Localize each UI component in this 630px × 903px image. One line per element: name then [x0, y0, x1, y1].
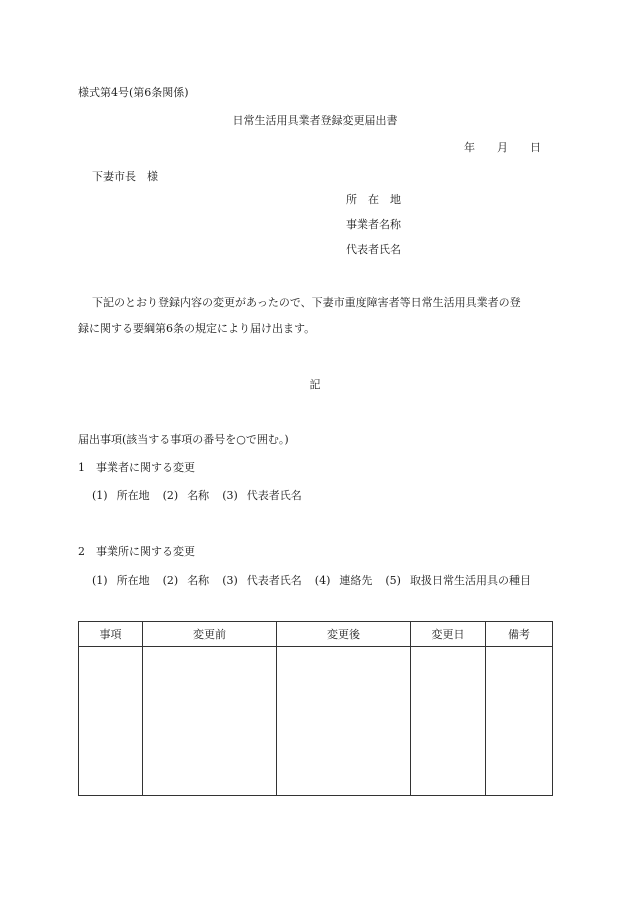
section-1-item-1-num: (1) [92, 489, 108, 502]
applicant-business-name-label: 事業者名称 [346, 218, 401, 231]
table-row [79, 647, 553, 796]
date-year-label: 年 [464, 141, 475, 154]
table-header-row [79, 622, 553, 647]
document-title: 日常生活用具業者登録変更届出書 [232, 114, 398, 127]
section-2-items [92, 574, 531, 588]
notice-heading: 届出事項(該当する事項の番号を○で囲む。) [78, 433, 289, 446]
table-cell-change-date[interactable] [411, 647, 486, 796]
table-cell-before[interactable] [143, 647, 277, 796]
section-2-item-3-label: 代表者氏名 [246, 574, 302, 587]
table-header-remarks: 備考 [486, 622, 553, 647]
section-2-item-5-num: (5) [385, 574, 401, 587]
addressee: 下妻市長 様 [92, 170, 158, 183]
applicant-representative-label: 代表者氏名 [346, 243, 401, 256]
section-2-item-4-label: 連絡先 [339, 574, 373, 587]
section-1-item-2-num: (2) [162, 489, 179, 502]
section-1-heading: 1 事業者に関する変更 [78, 461, 195, 474]
section-2-item-1-num: (1) [92, 574, 108, 587]
section-1-item-2-label: 名称 [187, 489, 210, 502]
table-header-after: 変更後 [277, 622, 411, 647]
change-record-table [78, 621, 553, 796]
section-2-item-2-num: (2) [162, 574, 179, 587]
section-1-item-3-num: (3) [222, 489, 238, 502]
table-header-change-date: 変更日 [411, 622, 486, 647]
section-1-item-3-label: 代表者氏名 [246, 489, 302, 502]
body-text-line-1: 下記のとおり登録内容の変更があったので、下妻市重度障害者等日常生活用具業者の登 [92, 296, 521, 309]
applicant-location-label: 所 在 地 [346, 193, 401, 206]
section-1-items [92, 489, 302, 503]
table-header-before: 変更前 [143, 622, 277, 647]
section-2-heading: 2 事業所に関する変更 [78, 545, 195, 558]
section-2-item-3-num: (3) [222, 574, 238, 587]
section-2-item-2-label: 名称 [187, 574, 210, 587]
date-month-label: 月 [497, 141, 508, 154]
body-text-line-2: 録に関する要綱第6条の規定により届け出ます。 [78, 322, 316, 335]
table-header-item: 事項 [79, 622, 143, 647]
date-day-label: 日 [530, 141, 541, 154]
form-number: 様式第4号(第6条関係) [78, 86, 189, 99]
table-cell-item[interactable] [79, 647, 143, 796]
table-cell-after[interactable] [277, 647, 411, 796]
ki-heading: 記 [309, 378, 321, 391]
date-line [464, 141, 541, 155]
table-cell-remarks[interactable] [486, 647, 553, 796]
section-2-item-4-num: (4) [314, 574, 331, 587]
section-2-item-1-label: 所在地 [116, 574, 150, 587]
section-1-item-1-label: 所在地 [116, 489, 150, 502]
section-2-item-5-label: 取扱日常生活用具の種目 [409, 574, 531, 587]
